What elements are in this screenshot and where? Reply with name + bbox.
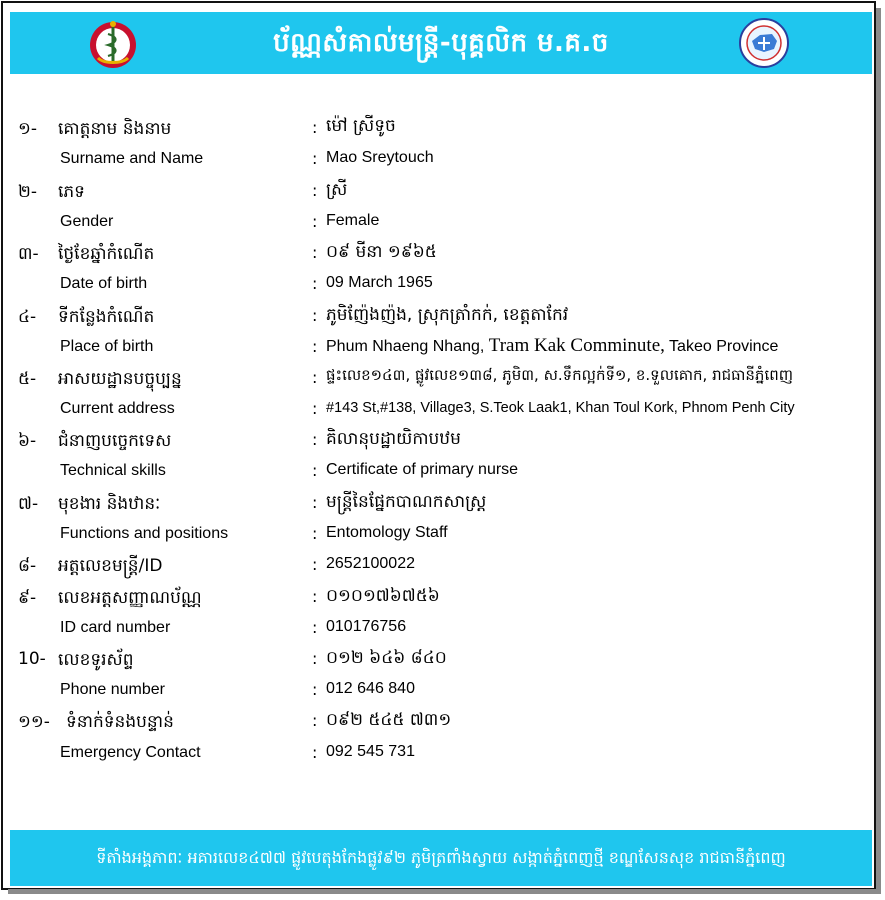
field-value-km: ភូមិញ៉ែងញ៉ង, ស្រុកត្រាំកក់, ខេត្តតាកែវ — [326, 305, 569, 325]
field-label-km: អត្តលេខមន្ត្រី/ID — [58, 556, 163, 576]
field-value-km: ០១០១៧៦៧៥៦ — [326, 586, 440, 606]
field-colon: : — [312, 743, 318, 762]
field-name-row — [0, 112, 871, 142]
field-address-row — [0, 363, 871, 393]
field-colon: : — [312, 680, 318, 699]
field-label-km: អាសយដ្ឋានបច្ចុប្បន្ន — [58, 369, 182, 389]
field-value-en: 2652100022 — [326, 555, 415, 572]
card-shadow-bottom — [8, 889, 881, 894]
field-label-en: Phone number — [60, 681, 165, 698]
field-value-en: 010176756 — [326, 618, 407, 635]
field-colon: : — [312, 587, 318, 606]
field-label-km: ភេទ — [58, 182, 85, 202]
field-label-en: ID card number — [60, 619, 171, 636]
field-colon: : — [312, 337, 318, 356]
field-colon: : — [312, 149, 318, 168]
field-gender-en-row — [0, 211, 871, 241]
field-number: ២- — [18, 182, 38, 202]
field-label-km: គោត្តនាម និងនាម — [58, 119, 172, 139]
field-value-en: 09 March 1965 — [326, 274, 433, 291]
field-idcard-row — [0, 582, 871, 612]
card-header — [10, 12, 872, 74]
field-colon: : — [312, 368, 318, 387]
field-emergency-row — [0, 706, 871, 736]
field-value-en: Mao Sreytouch — [326, 149, 434, 166]
field-number: ៦- — [18, 431, 37, 451]
field-position-row — [0, 488, 871, 518]
field-colon: : — [312, 181, 318, 200]
field-value-en: #143 St,#138, Village3, S.Teok Laak1, Khan Toul Kork, Phnom Penh City — [326, 400, 795, 416]
field-colon: : — [312, 555, 318, 574]
cnm-logo-icon — [738, 17, 790, 69]
field-pob-row — [0, 301, 871, 331]
field-number: ១១- — [18, 712, 50, 732]
field-value-en — [326, 335, 778, 357]
pob-district: Tram Kak Comminute, — [488, 335, 665, 356]
field-colon: : — [312, 212, 318, 231]
field-value-km: ០៩ មីនា ១៩៦៥ — [326, 242, 437, 262]
field-label-en: Date of birth — [60, 275, 148, 292]
field-value-en: Entomology Staff — [326, 524, 448, 541]
field-position-en-row — [0, 523, 871, 553]
field-value-km: ម៉ៅ ស្រីទូច — [326, 116, 396, 136]
field-label-en: Functions and positions — [60, 525, 229, 542]
field-idcard-en-row — [0, 617, 871, 647]
field-address-en-row — [0, 398, 871, 428]
field-number: 10- — [18, 649, 46, 669]
card-footer — [10, 830, 872, 886]
field-label-km: មុខងារ និងឋានៈ — [58, 494, 161, 514]
field-colon: : — [312, 243, 318, 262]
field-emergency-en-row — [0, 742, 871, 772]
field-dob-row — [0, 238, 871, 268]
field-colon: : — [312, 711, 318, 730]
pob-province: Takeo Province — [664, 338, 779, 355]
field-name-en-row — [0, 148, 871, 178]
field-value-km: មន្ត្រីនៃផ្នែកបាណកសាស្ត្រ — [326, 492, 487, 512]
field-label-km: ជំនាញបច្ចេកទេស — [58, 431, 172, 451]
field-colon: : — [312, 430, 318, 449]
field-number: ៩- — [18, 588, 37, 608]
field-label-km: លេខអត្តសញ្ញាណប័ណ្ណ — [58, 588, 202, 608]
field-number: ៧- — [18, 494, 39, 514]
field-dob-en-row — [0, 273, 871, 303]
field-label-km: លេខទូរស័ព្ទ — [58, 650, 134, 670]
field-value-en: Certificate of primary nurse — [326, 461, 519, 478]
field-pob-en-row — [0, 335, 871, 365]
field-number: ៥- — [18, 369, 37, 389]
field-value-km: ស្រី — [326, 180, 348, 200]
field-number: ៨- — [18, 556, 37, 576]
field-number: ១- — [18, 119, 38, 139]
field-value-en: Female — [326, 212, 380, 229]
field-colon: : — [312, 118, 318, 137]
field-skills-row — [0, 425, 871, 455]
field-value-km: ០៩២ ៥៤៥ ៧៣១ — [326, 710, 452, 730]
field-staff-id-row — [0, 551, 871, 581]
field-phone-row — [0, 644, 871, 674]
field-colon: : — [312, 618, 318, 637]
field-gender-row — [0, 176, 871, 206]
field-label-km: ទំនាក់ទំនងបន្ទាន់ — [66, 712, 174, 732]
card-shadow-right — [876, 8, 881, 892]
field-colon: : — [312, 399, 318, 418]
field-label-en: Surname and Name — [60, 150, 204, 167]
field-label-km: ថ្ងៃខែឆ្នាំកំណើត — [58, 244, 155, 264]
field-label-en: Gender — [60, 213, 114, 230]
field-colon: : — [312, 493, 318, 512]
field-label-en: Emergency Contact — [60, 744, 201, 761]
field-label-km: ទីកន្លែងកំណើត — [58, 307, 155, 327]
field-value-km: គិលានុបដ្ឋាយិកាបឋម — [326, 429, 461, 449]
field-label-en: Current address — [60, 400, 175, 417]
field-colon: : — [312, 461, 318, 480]
field-label-en: Place of birth — [60, 338, 154, 355]
field-label-en: Technical skills — [60, 462, 166, 479]
field-phone-en-row — [0, 679, 871, 709]
field-colon: : — [312, 306, 318, 325]
field-number: ៤- — [18, 307, 37, 327]
field-value-km: ផ្ទះលេខ១៤៣, ផ្លូវលេខ១៣៨, ភូមិ៣, ស.ទឹកល្អក់ទី១, ខ.ទួលគោក, រាជធានីភ្នំពេញ — [326, 366, 794, 384]
field-colon: : — [312, 524, 318, 543]
field-colon: : — [312, 649, 318, 668]
field-number: ៣- — [18, 244, 39, 264]
field-value-km: ០១២ ៦៤៦ ៨៤០ — [326, 648, 447, 668]
pob-village: Phum Nhaeng Nhang, — [326, 338, 489, 355]
field-skills-en-row — [0, 460, 871, 490]
field-value-en: 092 545 731 — [326, 743, 415, 760]
card-title: ប័ណ្ណសំគាល់មន្ត្រី-បុគ្គលិក ម.គ.ច — [273, 28, 609, 58]
office-location-text: ទីតាំងអង្គភាពៈ អគារលេខ៤៧៧ ផ្លូវបេតុងកែងផ្លូវ៩២ ភូមិត្រពាំងស្វាយ សង្កាត់ភ្នំពេញថ្មី ខណ្ឌសែនសុខ រាជធានីភ្នំពេញ — [96, 848, 786, 867]
field-colon: : — [312, 274, 318, 293]
field-value-en: 012 646 840 — [326, 680, 415, 697]
